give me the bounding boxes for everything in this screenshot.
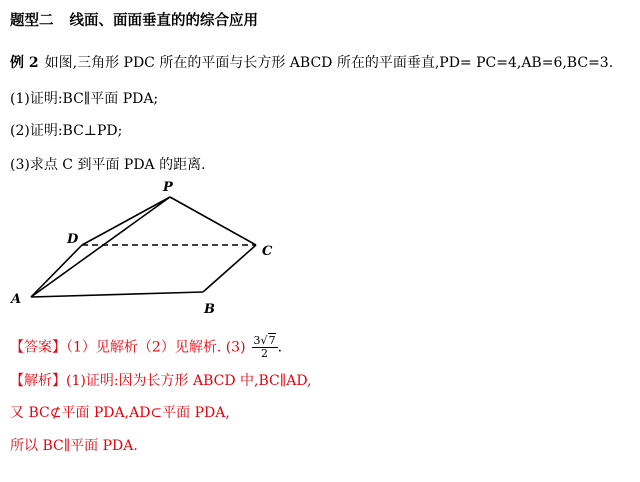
- edge-AB: [31, 292, 203, 297]
- edge-BC: [203, 245, 256, 292]
- solution-line-2: 又 BC⊄平面 PDA,AD⊂平面 PDA,: [10, 405, 230, 421]
- fraction-denominator: 2: [261, 347, 269, 360]
- example-statement: [10, 54, 613, 72]
- example-text: 如图,三角形 PDC 所在的平面与长方形 ABCD 所在的平面垂直,PD= PC=4,AB=6,BC=3.: [44, 55, 614, 71]
- edge-PD: [82, 197, 170, 245]
- question-3: (3)求点 C 到平面 PDA 的距离.: [10, 157, 206, 173]
- fraction-coefficient: 3: [253, 334, 261, 347]
- edge-PC: [170, 197, 256, 245]
- question-1: (1)证明:BC∥平面 PDA;: [10, 91, 159, 107]
- fraction-radicand: 7: [268, 334, 276, 347]
- label-C: C: [262, 244, 273, 259]
- label-B: B: [204, 302, 215, 317]
- heading-label: 题型二: [10, 12, 54, 29]
- label-P: P: [163, 180, 173, 195]
- section-heading: [10, 12, 258, 30]
- solution-line-3: 所以 BC∥平面 PDA.: [10, 438, 138, 454]
- geometry-figure: [0, 175, 320, 325]
- solution-line-1: 【解析】(1)证明:因为长方形 ABCD 中,BC∥AD,: [10, 373, 312, 389]
- answer-line: [10, 335, 282, 360]
- question-2: (2)证明:BC⊥PD;: [10, 123, 123, 139]
- sqrt-sign: √: [260, 334, 268, 347]
- example-tag: 例 2: [10, 55, 39, 71]
- answer-prefix: 【答案】（1）见解析（2）见解析. (3): [10, 339, 246, 356]
- edge-PA: [31, 197, 170, 297]
- answer-fraction: [252, 335, 278, 360]
- label-D: D: [67, 232, 79, 247]
- answer-suffix: .: [277, 339, 283, 356]
- heading-title: 线面、面面垂直的的综合应用: [69, 12, 258, 29]
- edge-AD: [31, 245, 82, 297]
- label-A: A: [11, 292, 22, 307]
